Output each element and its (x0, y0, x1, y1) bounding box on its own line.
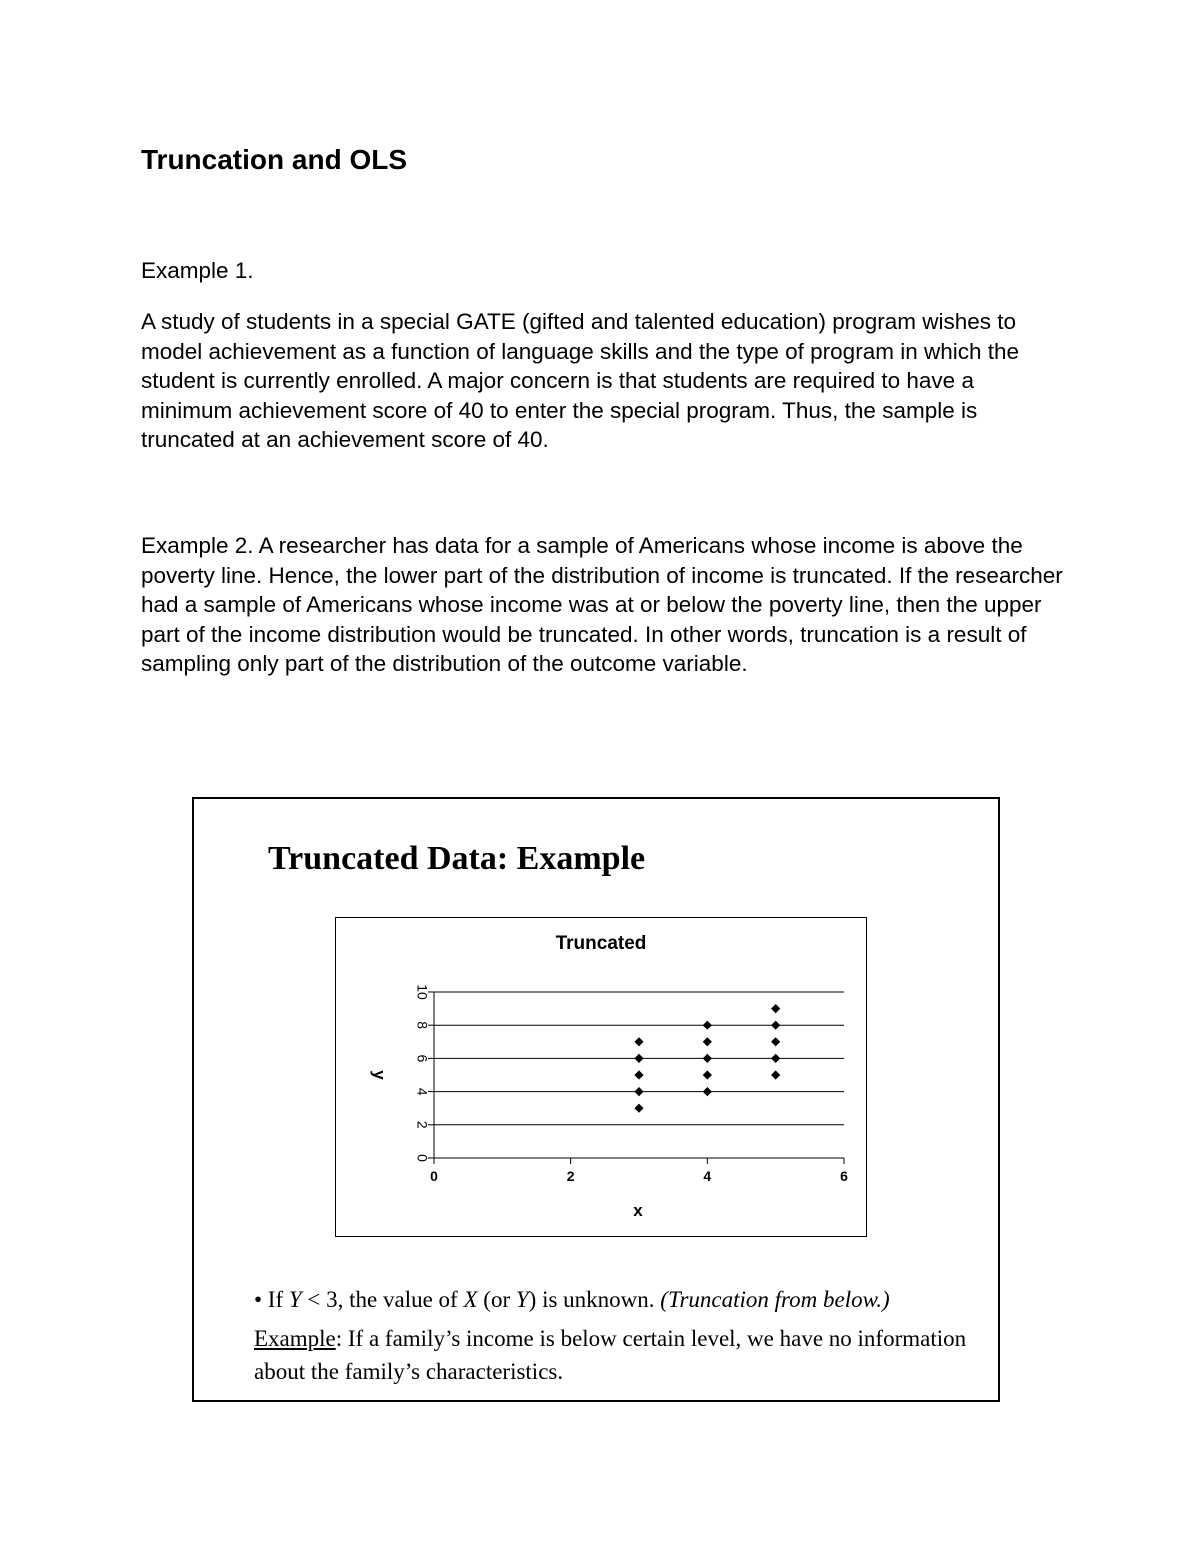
data-point (634, 1070, 643, 1079)
data-point (703, 1070, 712, 1079)
data-point (771, 1054, 780, 1063)
data-point (634, 1054, 643, 1063)
example2-paragraph: Example 2. A researcher has data for a sample of Americans whose income is above the poverty line. Hence, the lower part of the distribution of income is truncated. If the researcher had a sample of Americans whose income was at or below the poverty line, then the upper part of the income distribution would be truncated. In other words, truncation is a result of sampling only part of the distribution of the outcome variable. (141, 533, 1063, 676)
data-point (703, 1037, 712, 1046)
data-point (634, 1037, 643, 1046)
x-tick-label: 6 (840, 1168, 848, 1184)
bullet-text-2: (or (477, 1287, 516, 1312)
chart-axes (428, 992, 844, 1164)
y-axis-label: y (370, 1070, 389, 1080)
chart-title: Truncated (555, 933, 647, 954)
slide-bullet (254, 1283, 974, 1316)
data-point (771, 1037, 780, 1046)
y-tick-label: 10 (414, 984, 431, 1000)
slide-example-label: Example (254, 1326, 336, 1351)
chart-frame (335, 917, 867, 1237)
chart-tick-labels (414, 984, 848, 1184)
slide-example (254, 1322, 974, 1388)
bullet-text-3: ) is unknown. (528, 1287, 661, 1312)
data-point (703, 1021, 712, 1030)
bullet-var-y2: Y (515, 1287, 529, 1312)
y-tick-label: 2 (414, 1120, 431, 1129)
example1-paragraph: A study of students in a special GATE (gifted and talented education) program wishes to model achievement as a function of language skills and the type of program in which the student is currently enrolled. A major concern is that students are required to have a minimum achievement score of 40 to enter the special program. Thus, the sample is truncated at an achievement score of 40. (141, 309, 1020, 452)
bullet-var-y: Y (288, 1287, 302, 1312)
x-tick-label: 2 (566, 1168, 575, 1184)
data-point (703, 1087, 712, 1096)
data-point (771, 1004, 780, 1013)
data-point (771, 1021, 780, 1030)
slide-title: Truncated Data: Example (268, 840, 646, 877)
bullet-note: (Truncation from below.) (660, 1287, 890, 1312)
embedded-slide (192, 797, 1000, 1402)
data-point (703, 1054, 712, 1063)
data-point (634, 1087, 643, 1096)
y-tick-label: 6 (414, 1054, 431, 1063)
document-title: Truncation and OLS (141, 144, 408, 175)
x-tick-label: 4 (703, 1168, 712, 1184)
x-tick-label: 0 (430, 1168, 438, 1184)
x-axis-label: x (633, 1201, 643, 1220)
y-tick-label: 4 (414, 1087, 431, 1096)
bullet-text-1: < 3, the value of (301, 1287, 464, 1312)
y-tick-label: 8 (414, 1021, 431, 1030)
example1-label: Example 1. (141, 258, 254, 283)
bullet-lead: • If (254, 1287, 289, 1312)
y-tick-label: 0 (414, 1154, 431, 1162)
truncated-scatter-chart (336, 918, 868, 1238)
slide-example-text: : If a family’s income is below certain level, we have no information about the family’s characteristics. (254, 1326, 967, 1384)
data-point (634, 1104, 643, 1113)
bullet-var-x: X (463, 1287, 478, 1312)
data-point (771, 1070, 780, 1079)
